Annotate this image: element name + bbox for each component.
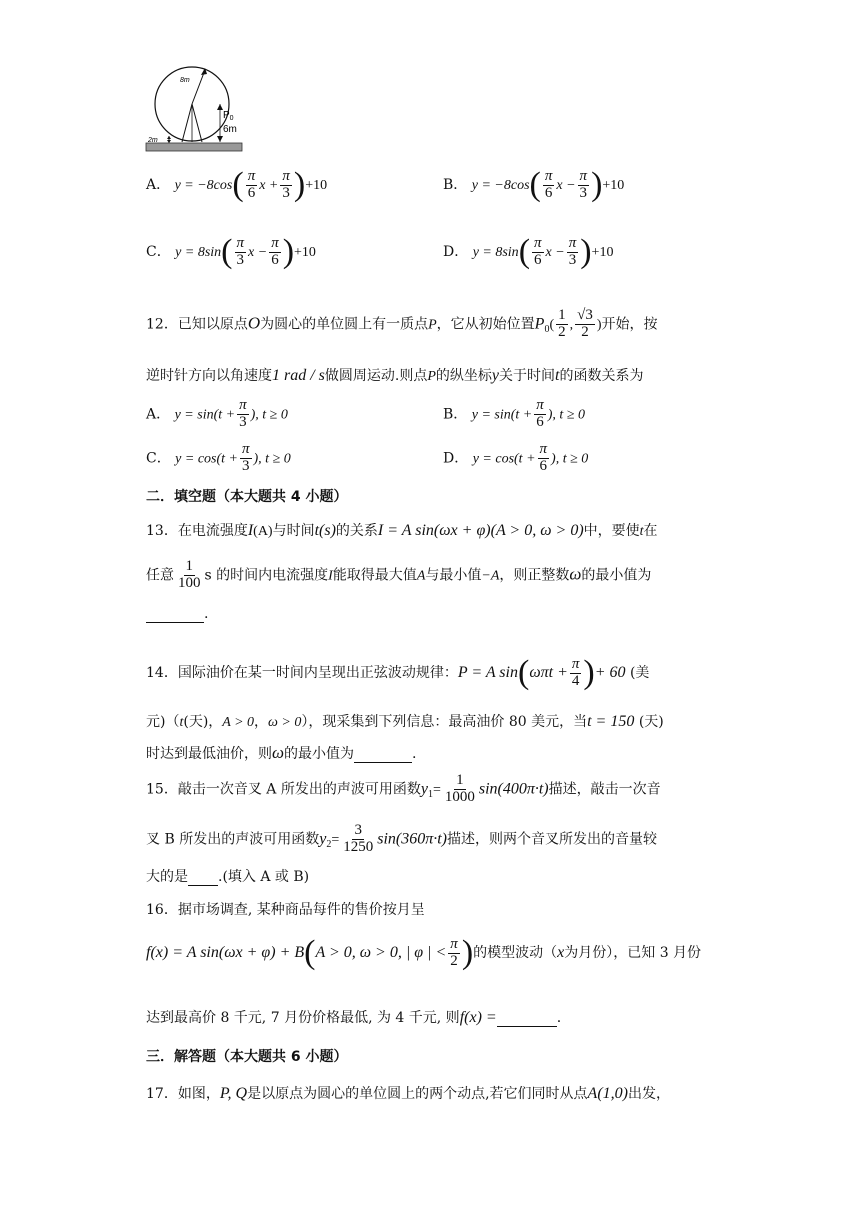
q13-line2: 任意 $\frac{1}{100}$ s 的时间内电流强度I能取得最大值A与最小值−A，则正整数ω的最小值为	[146, 558, 652, 591]
radius-arrow	[192, 70, 205, 104]
q13-line1: 13．在电流强度I(A)与时间t(s)的关系I = A sin(ωx + φ)(A > 0, ω > 0)中，要使t在	[146, 522, 658, 539]
section-solve-heading: 三．解答题（本大题共 6 小题）	[146, 1049, 348, 1065]
q16-line2: f(x) = A sin(ωx + φ) + B(A > 0, ω > 0, | φ | < $\frac{\pi}{2}$ )的模型波动（x为月份），已知 3 月份	[146, 934, 702, 971]
q11-option-c: C． y = 8sin( $\frac{\pi}{3}$ x − $\frac{\pi}{6}$ )+10	[146, 233, 316, 270]
q16-answer-blank[interactable]	[497, 1010, 557, 1027]
q11-option-b: B． y = −8cos( $\frac{\pi}{6}$ x − $\frac{\pi}{3}$ )+10	[443, 166, 625, 203]
support-left	[182, 104, 192, 142]
q16-line1: 16．据市场调查, 某种商品每件的售价按月呈	[146, 902, 425, 918]
label-8m: 8m	[180, 77, 190, 84]
q17-line1: 17．如图，P, Q是以原点为圆心的单位圆上的两个动点,若它们同时从点A(1,0)出发，	[146, 1085, 670, 1102]
q14-answer-blank[interactable]	[354, 746, 412, 763]
q11-option-d: D． y = 8sin( $\frac{\pi}{6}$ x − $\frac{\pi}{3}$ )+10	[443, 233, 614, 270]
section-fill-in-heading: 二．填空题（本大题共 4 小题）	[146, 489, 348, 505]
q13-answer-line: .	[146, 606, 208, 623]
q15-line1: 15．敲击一次音叉 A 所发出的声波可用函数$y_1=$ $\frac{1}{1000}$ sin(400π·t)描述，敲击一次音	[146, 772, 661, 805]
q12-option-d: D． y = cos(t + $\frac{\pi}{6}$ ), t ≥ 0	[443, 441, 589, 474]
q15-line2: 叉 B 所发出的声波可用函数$y_2=$ $\frac{3}{1250}$ sin(360π·t)描述，则两个音叉所发出的音量较	[146, 822, 658, 855]
label-6m: 6m	[223, 124, 237, 135]
label-2m: 2m	[148, 137, 158, 144]
q12-option-c: C． y = cos(t + $\frac{\pi}{3}$ ), t ≥ 0	[146, 441, 291, 474]
q14-line1: 14．国际油价在某一时间内呈现出正弦波动规律：P = A sin(ωπt + $\frac{\pi}{4}$ )+ 60 (美	[146, 654, 650, 691]
q13-answer-blank[interactable]	[146, 606, 204, 623]
q15-line3: 大的是 .(填入 A 或 B)	[146, 869, 310, 885]
label-p0: $P_0$	[223, 110, 234, 122]
q15-answer-blank[interactable]	[188, 869, 218, 886]
q12-option-b: B． y = sin(t + $\frac{\pi}{6}$ ), t ≥ 0	[443, 397, 586, 430]
q14-line2: 元)（t(天)，A > 0，ω > 0），现采集到下列信息：最高油价 80 美元，当t = 150 (天)	[146, 713, 664, 730]
q11-option-a: A． y = −8cos( $\frac{\pi}{6}$ x + $\frac{\pi}{3}$ )+10	[146, 166, 328, 203]
ground-bar	[146, 143, 242, 151]
q12-line1: 12．已知以原点O为圆心的单位圆上有一质点P，它从初始位置$P_0$( $\frac{1}{2}$ , $\frac{√3}{2}$ )开始，按	[146, 307, 658, 340]
support-right	[192, 104, 202, 142]
q12-option-a: A． y = sin(t + $\frac{\pi}{3}$ ), t ≥ 0	[146, 397, 288, 430]
ferris-wheel-figure	[140, 62, 250, 158]
q12-line2: 逆时针方向以角速度1 rad / s做圆周运动.则点P的纵坐标y关于时间t的函数关系为	[146, 367, 644, 384]
q14-line3: 时达到最低油价，则ω的最小值为 .	[146, 743, 417, 762]
q16-line3: 达到最高价 8 千元, 7 月份价格最低, 为 4 千元, 则f(x) = .	[146, 1009, 562, 1026]
